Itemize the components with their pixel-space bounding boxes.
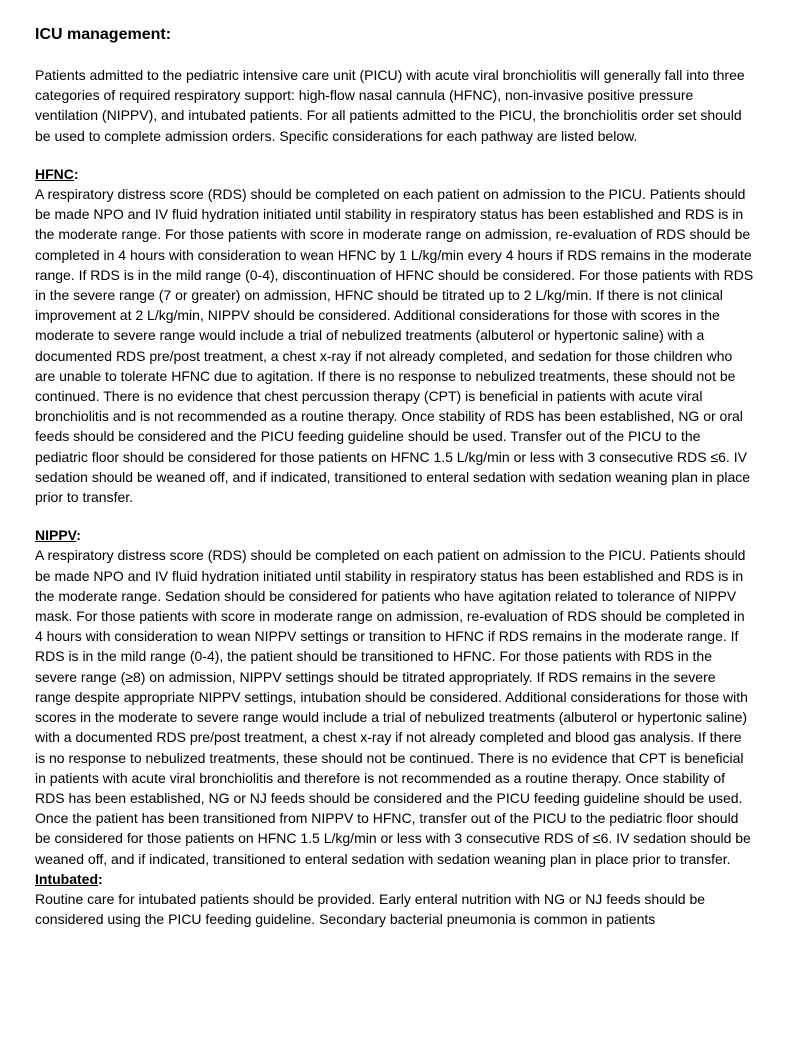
section-body-nippv: A respiratory distress score (RDS) should be completed on each patient on admission to the PICU. Patients should be made NPO and IV fluid hydration initiated until stability in respiratory status has been established and RDS is in the moderate range. Sedation should be considered for patients who have agitation related to tolerance of NIPPV mask. For those patients with score in moderate range on admission, re-evaluation of RDS should be completed in 4 hours with consideration to wean NIPPV settings or transition to HFNC if RDS remains in the moderate range. If RDS is in the mild range (0-4), the patient should be transitioned to HFNC. For those patients with RDS in the severe range (≥8) on admission, NIPPV settings should be titrated appropriately. If RDS remains in the severe range despite appropriate NIPPV settings, intubation should be considered. Additional considerations for those with scores in the moderate to severe range would include a trial of nebulized treatments (albuterol or hypertonic saline) with a documented RDS pre/post treatment, a chest x-ray if not already completed and blood gas analysis. If there is no response to nebulized treatments, these should not be continued. There is no evidence that CPT is beneficial in patients with acute viral bronchiolitis and therefore is not recommended as a routine therapy. Once stability of RDS has been established, NG or NJ feeds should be considered and the PICU feeding guideline should be used. Once the patient has been transitioned from NIPPV to HFNC, transfer out of the PICU to the pediatric floor should be considered for those patients on HFNC 1.5 L/kg/min or less with 3 consecutive RDS of ≤6. IV sedation should be weaned off, and if indicated, transitioned to enteral sedation with sedation weaning plan in place prior to transfer. — [35, 547, 751, 867]
spacer — [35, 146, 755, 164]
section-heading-intubated-label: Intubated — [35, 870, 98, 887]
section-heading-nippv — [35, 525, 755, 545]
section-heading-hfnc — [35, 164, 755, 184]
section-heading-hfnc-colon: : — [73, 165, 79, 182]
section-heading-nippv-label: NIPPV — [35, 527, 77, 544]
intro-paragraph: Patients admitted to the pediatric intensive care unit (PICU) with acute viral bronchiolitis will generally fall into three categories of required respiratory support: high-flow nasal cannula (HFNC), non-invasive positive pressure ventilation (NIPPV), and intubated patients. For all patients admitted to the PICU, the bronchiolitis order set should be used to complete admission orders. Specific considerations for each pathway are listed below. — [35, 67, 745, 144]
section-heading-hfnc-label: HFNC — [35, 165, 74, 182]
section-body-hfnc: A respiratory distress score (RDS) should be completed on each patient on admission to the PICU. Patients should be made NPO and IV fluid hydration initiated until stability in respiratory status has been established and RDS is in the moderate range. For those patients with score in moderate range on admission, re-evaluation of RDS should be completed in 4 hours with consideration to wean HFNC by 1 L/kg/min every 4 hours if RDS remains in the moderate range. If RDS is in the mild range (0-4), discontinuation of HFNC should be considered. For those patients with RDS in the severe range (7 or greater) on admission, HFNC should be titrated up to 2 L/kg/min. If there is not clinical improvement at 2 L/kg/min, NIPPV should be considered. Additional considerations for those with scores in the moderate to severe range would include a trial of nebulized treatments (albuterol or hypertonic saline) with a documented RDS pre/post treatment, a chest x-ray if not already completed, and sedation for those children who are unable to tolerate HFNC due to agitation. If there is no response to nebulized treatments, these should not be continued. There is no evidence that chest percussion therapy (CPT) is beneficial in patients with acute viral bronchiolitis and is not recommended as a routine therapy. Once stability of RDS has been established, NG or oral feeds should be considered and the PICU feeding guideline should be used. Transfer out of the PICU to the pediatric floor should be considered for those patients on HFNC 1.5 L/kg/min or less with 3 consecutive RDS ≤6. IV sedation should be weaned off, and if indicated, transitioned to enteral sedation with sedation weaning plan in place prior to transfer. — [35, 186, 754, 506]
spacer — [35, 507, 755, 525]
section-heading-nippv-colon: : — [76, 527, 81, 544]
page-title: ICU management: — [35, 26, 172, 43]
section-heading-intubated-colon: : — [98, 870, 103, 887]
section-heading-intubated — [35, 869, 755, 889]
section-body-intubated: Routine care for intubated patients should be provided. Early enteral nutrition with NG or NJ feeds should be considered using the PICU feeding guideline. Secondary bacterial pneumonia is common in patients — [35, 890, 706, 928]
